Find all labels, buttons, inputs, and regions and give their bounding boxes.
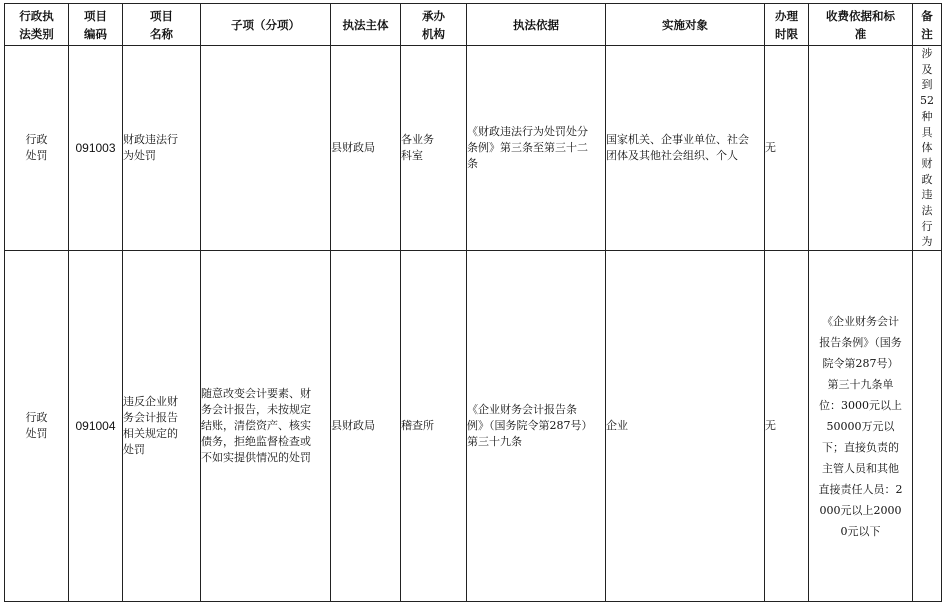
cell-basis <box>467 46 606 251</box>
header-time-limit-label: 办理时限 <box>775 8 798 41</box>
cell-subitem <box>201 251 331 602</box>
cell-subitem-text: 随意改变会计要素、财务会计报告，未按规定结账，清偿资产、核实债务，拒绝监督检查或不如实提供情况的处罚 <box>201 387 311 465</box>
cell-agency: 稽查所 <box>401 251 467 602</box>
cell-category-text: 行政处罚 <box>25 411 48 441</box>
cell-subject: 县财政局 <box>331 46 401 251</box>
header-name <box>123 4 201 46</box>
table-row <box>5 251 942 602</box>
cell-basis-text: 《企业财务会计报告条例》（国务院令第287号）第三十九条 <box>467 403 587 449</box>
header-subject: 执法主体 <box>331 4 401 46</box>
header-code-label: 项目编码 <box>84 8 107 41</box>
header-category <box>5 4 69 46</box>
cell-basis <box>467 251 606 602</box>
header-agency-label: 承办机构 <box>422 8 445 41</box>
cell-agency <box>401 46 467 251</box>
cell-fee-basis <box>809 251 913 602</box>
header-fee-basis-label: 收费依据和标准 <box>826 8 895 41</box>
cell-fee-basis-text: 《企业财务会计报告条例》（国务院令第287号）第三十九条单位：3000元以上50000万元以下；直接负责的主管人员和其他直接责任人员：2000元以上20000元以下 <box>818 314 903 538</box>
header-category-label: 行政执法类别 <box>19 8 54 41</box>
header-agency <box>401 4 467 46</box>
cell-subject: 县财政局 <box>331 251 401 602</box>
cell-agency-text: 各业务科室 <box>401 133 434 163</box>
table-row <box>5 46 942 251</box>
header-time-limit <box>765 4 809 46</box>
cell-subitem <box>201 46 331 251</box>
cell-time-limit: 无 <box>765 46 809 251</box>
header-code <box>69 4 123 46</box>
cell-target-text: 国家机关、企事业单位、社会团体及其他社会组织、个人 <box>606 133 749 163</box>
cell-remarks-text: 涉及到52种具体财政违法行为 <box>920 47 934 249</box>
cell-name-text: 违反企业财务会计报告相关规定的处罚 <box>123 395 178 457</box>
cell-target: 企业 <box>606 251 765 602</box>
header-name-label: 项目名称 <box>150 8 173 41</box>
cell-basis-text: 《财政违法行为处罚处分条例》第三条至第三十二条 <box>467 125 588 171</box>
cell-category <box>5 251 69 602</box>
cell-time-limit: 无 <box>765 251 809 602</box>
cell-category <box>5 46 69 251</box>
administrative-enforcement-table <box>4 3 942 602</box>
cell-name-text: 财政违法行为处罚 <box>123 133 178 163</box>
header-subitem: 子项（分项） <box>201 4 331 46</box>
header-fee-basis <box>809 4 913 46</box>
cell-remarks <box>913 251 942 602</box>
cell-code: 091004 <box>69 251 123 602</box>
header-row <box>5 4 942 46</box>
header-remarks <box>913 4 942 46</box>
header-basis: 执法依据 <box>467 4 606 46</box>
cell-target <box>606 46 765 251</box>
cell-remarks <box>913 46 942 251</box>
cell-fee-basis <box>809 46 913 251</box>
cell-name <box>123 251 201 602</box>
cell-name <box>123 46 201 251</box>
cell-code: 091003 <box>69 46 123 251</box>
header-remarks-label: 备注 <box>921 8 933 41</box>
cell-category-text: 行政处罚 <box>25 133 48 163</box>
header-target: 实施对象 <box>606 4 765 46</box>
